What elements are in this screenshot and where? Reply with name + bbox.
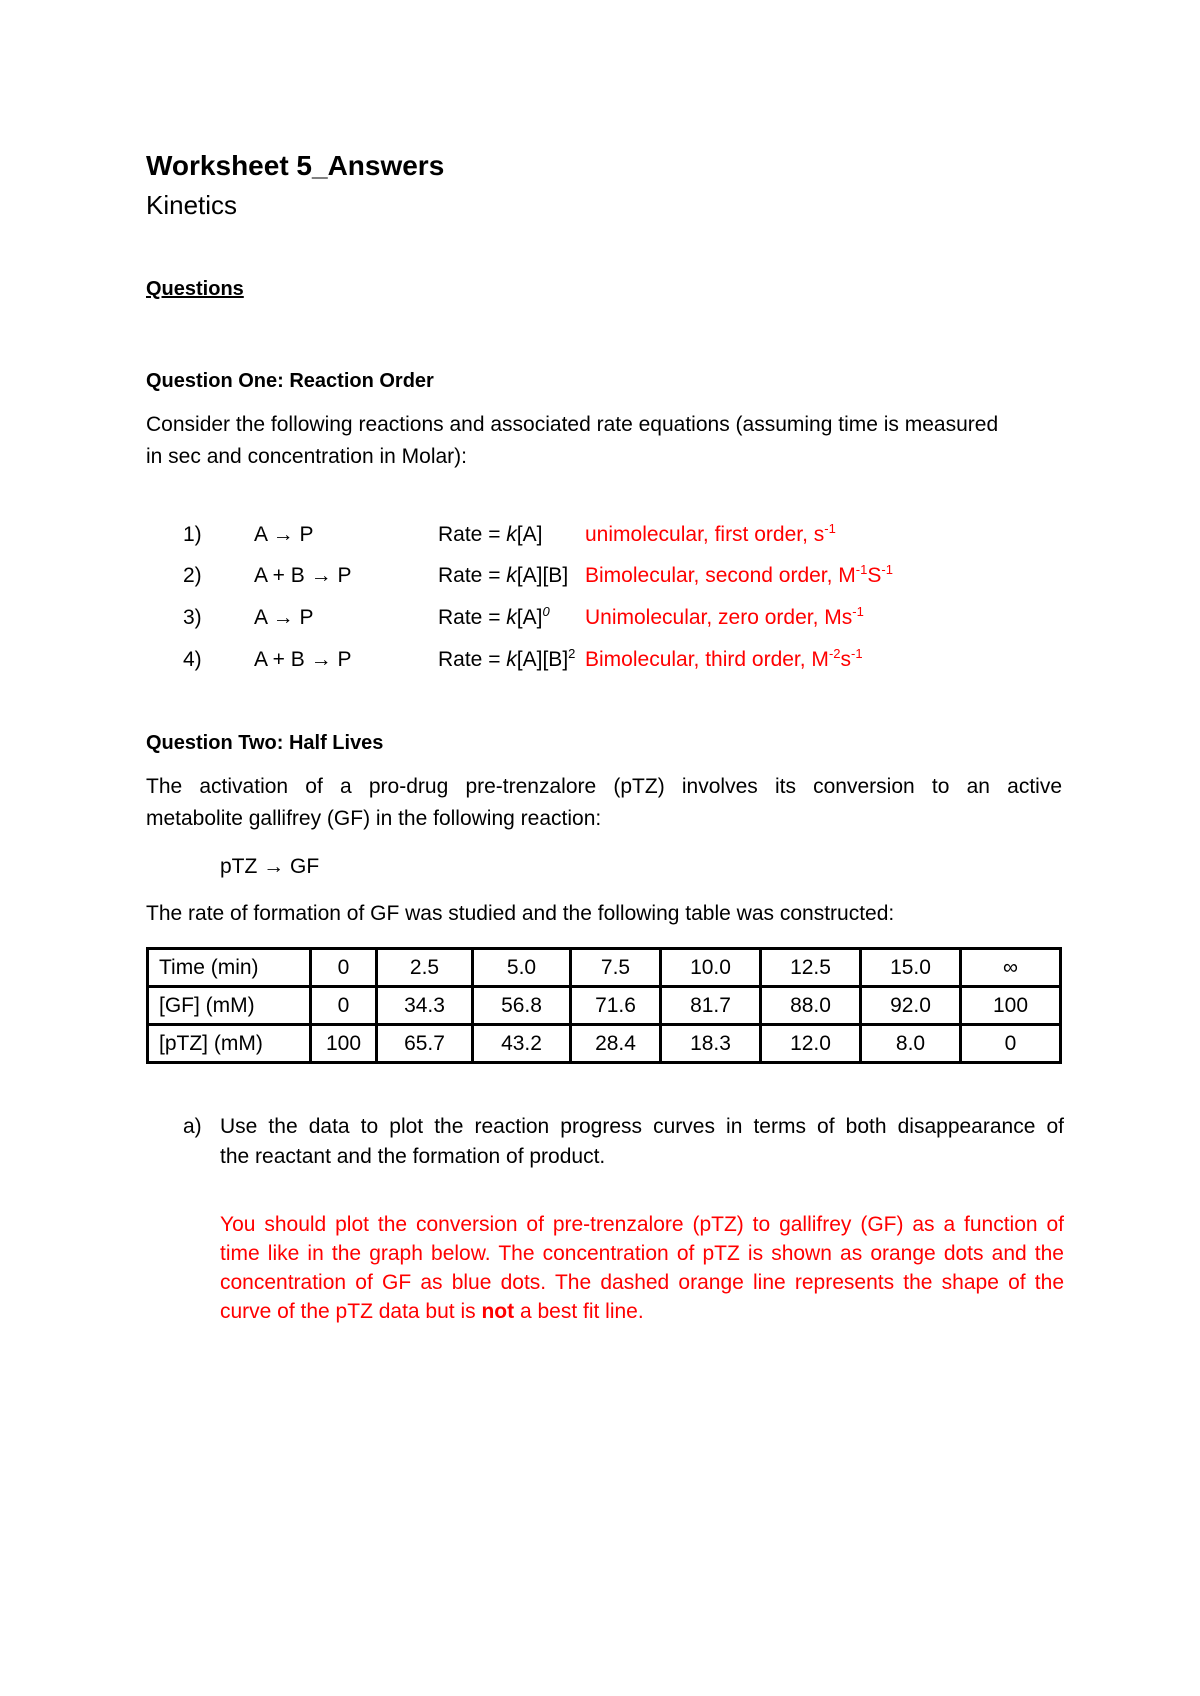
table-cell: 10.0 (661, 949, 761, 987)
reaction-equation: A + B → P (254, 564, 352, 587)
table-cell: 71.6 (571, 987, 661, 1025)
q1-intro-line2: in sec and concentration in Molar): (146, 445, 467, 468)
table-cell: 18.3 (661, 1025, 761, 1063)
page-title: Worksheet 5_Answers (146, 150, 445, 181)
rate-equation: Rate = $k[A][B]^2$ (438, 646, 576, 671)
reaction-item-4 (0, 645, 1200, 675)
reaction-answer: Bimolecular, second order, $M^{-1}S^{-1}$ (585, 562, 893, 587)
rate-equation: Rate = k[A] (438, 523, 543, 546)
part-a-answer: You should plot the conversion of pre-trenzalore (pTZ) to gallifrey (GF) as a function of time like in the graph below. The concentration of pTZ is shown as orange dots and the concentration of GF as blue dots. The dashed orange line represents the shape of the curve of the pTZ data but is not a best fit line. (220, 1213, 1064, 1323)
table-cell: 7.5 (571, 949, 661, 987)
reaction-answer: Bimolecular, third order, $M^{-2}s^{-1}$ (585, 646, 863, 671)
reaction-equation: A → P (254, 523, 314, 546)
reaction-number: 4) (183, 648, 202, 671)
reaction-item-1 (0, 520, 1200, 550)
table-cell: 28.4 (571, 1025, 661, 1063)
table-cell: 34.3 (377, 987, 473, 1025)
table-cell: 8.0 (861, 1025, 961, 1063)
reaction-item-2 (0, 561, 1200, 591)
table-cell: 0 (311, 987, 377, 1025)
q2-intro-line1: The activation of a pro-drug pre-trenzalore (pTZ) involves its conversion to an active (146, 775, 1062, 798)
part-a-line1: Use the data to plot the reaction progress curves in terms of both disappearance of (220, 1115, 1064, 1138)
reaction-equation: A + B → P (254, 648, 352, 671)
reaction-number: 1) (183, 523, 202, 546)
table-cell: 5.0 (473, 949, 571, 987)
table-cell: 0 (961, 1025, 1061, 1063)
row-header: Time (min) (148, 949, 311, 987)
reaction-answer: unimolecular, first order, $s^{-1}$ (585, 521, 836, 546)
row-header: [GF] (mM) (148, 987, 311, 1025)
page-subtitle: Kinetics (146, 190, 238, 220)
table-row-time (148, 949, 1061, 987)
table-cell: 56.8 (473, 987, 571, 1025)
table-cell: 88.0 (761, 987, 861, 1025)
table-cell: ∞ (961, 949, 1061, 987)
q1-intro-line1: Consider the following reactions and associated rate equations (assuming time is measured (146, 413, 999, 436)
reaction-item-3 (0, 603, 1200, 633)
table-cell: 100 (311, 1025, 377, 1063)
table-cell: 2.5 (377, 949, 473, 987)
q2-reaction: pTZ → GF (220, 855, 320, 878)
q2-table-intro: The rate of formation of GF was studied and the following table was constructed: (146, 902, 895, 925)
q2-intro-line2: metabolite gallifrey (GF) in the following reaction: (146, 807, 602, 830)
rate-equation: Rate = k[A][B] (438, 564, 569, 587)
table-cell: 15.0 (861, 949, 961, 987)
q2-heading: Question Two: Half Lives (146, 732, 384, 754)
q1-heading: Question One: Reaction Order (146, 370, 434, 392)
part-a-label: a) (183, 1115, 202, 1138)
table-cell: 0 (311, 949, 377, 987)
reaction-equation: A → P (254, 606, 314, 629)
part-a-line2: the reactant and the formation of product. (220, 1145, 606, 1168)
table-row-gf (148, 987, 1061, 1025)
reaction-answer: Unimolecular, zero order, $Ms^{-1}$ (585, 604, 864, 629)
table-cell: 12.0 (761, 1025, 861, 1063)
table-row-ptz (148, 1025, 1061, 1063)
questions-heading: Questions (146, 278, 244, 300)
row-header: [pTZ] (mM) (148, 1025, 311, 1063)
table-cell: 92.0 (861, 987, 961, 1025)
concentration-table (146, 947, 1062, 1064)
table-cell: 65.7 (377, 1025, 473, 1063)
table-cell: 81.7 (661, 987, 761, 1025)
table-cell: 12.5 (761, 949, 861, 987)
table-cell: 43.2 (473, 1025, 571, 1063)
table-cell: 100 (961, 987, 1061, 1025)
reaction-number: 2) (183, 564, 202, 587)
rate-equation: Rate = $k[A]^0$ (438, 604, 550, 629)
reaction-number: 3) (183, 606, 202, 629)
